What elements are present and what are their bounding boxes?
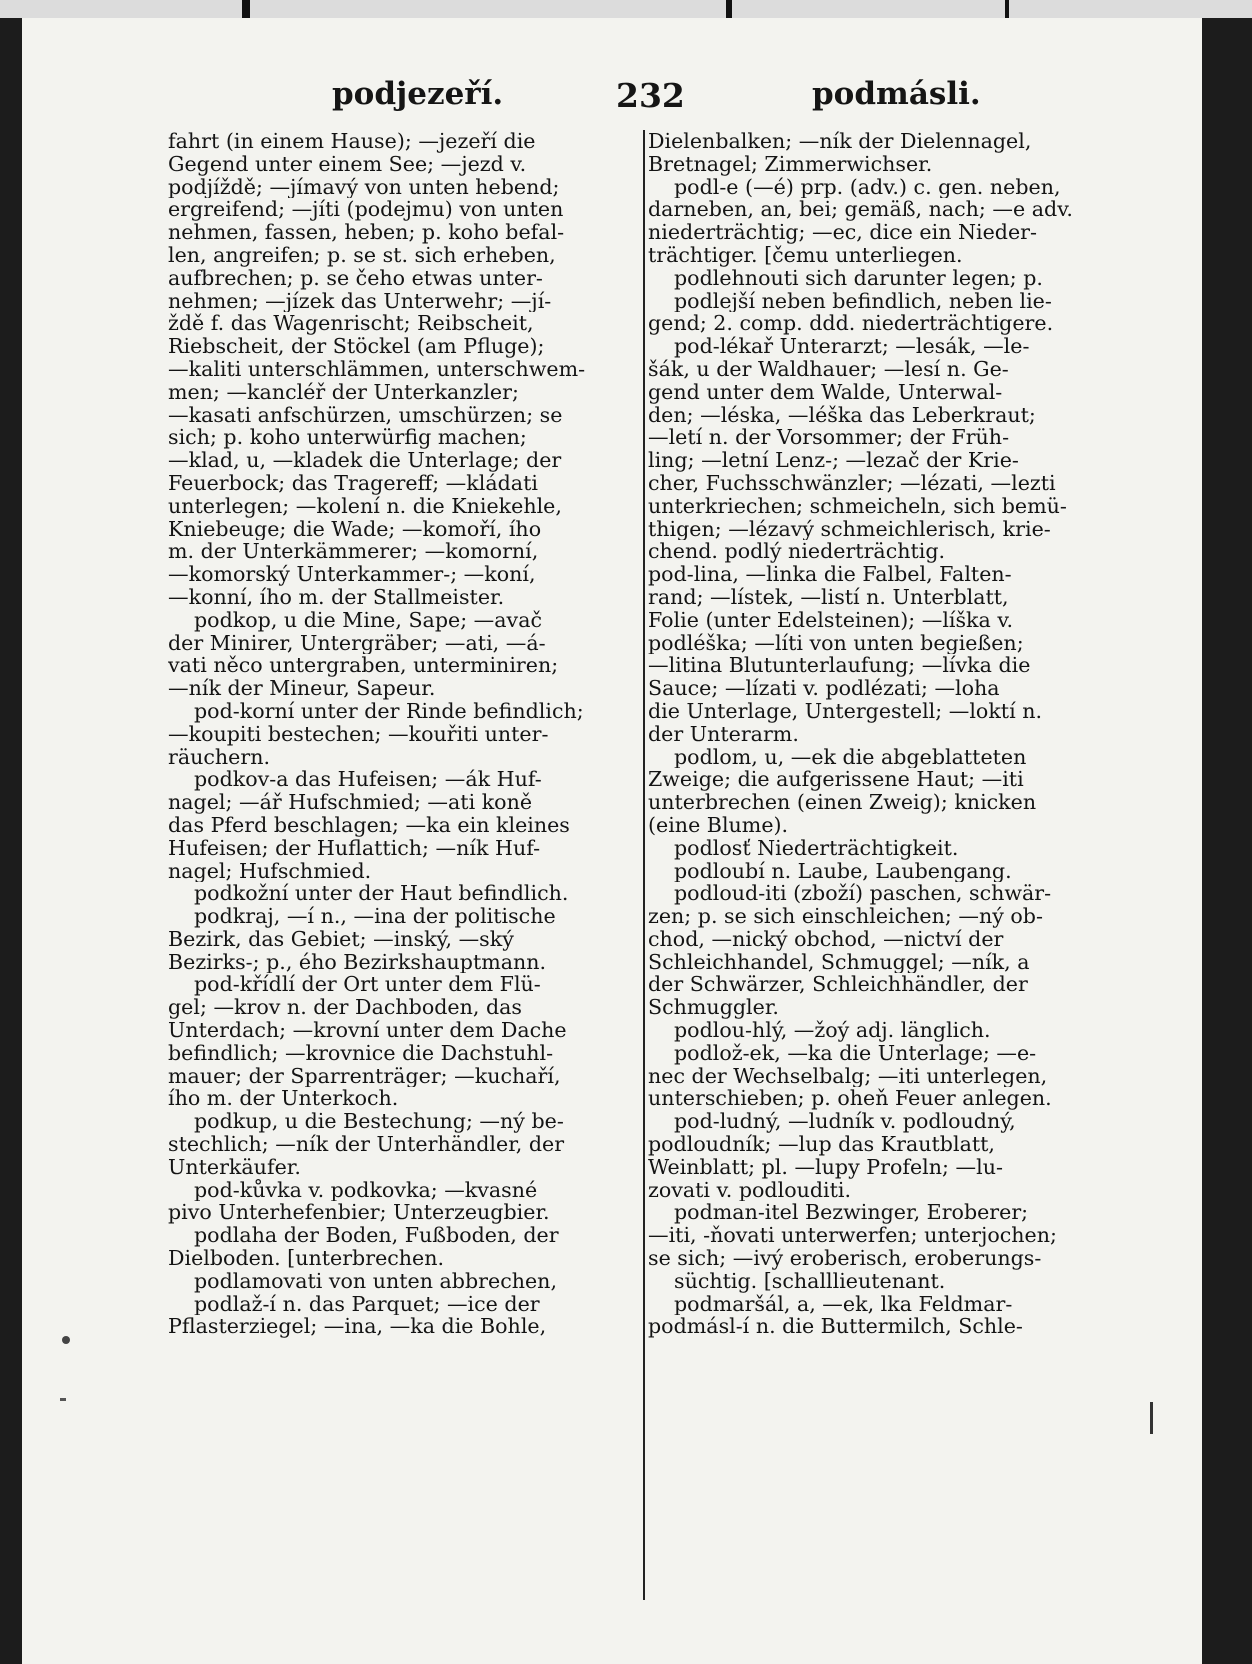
entry-line: podjíždě; —jímavý von unten hebend;	[168, 175, 560, 199]
entry-line: (eine Blume).	[648, 813, 789, 837]
entry-line: pod-křídlí der Ort unter dem Flü-	[194, 973, 541, 997]
scan-top-border	[0, 0, 1252, 18]
entry-line: Kniebeuge; die Wade; —komoří, ího	[168, 517, 542, 541]
entry-line: —komorský Unterkammer-; —koní,	[168, 563, 536, 586]
entry-line: podkov-a das Hufeisen; —ák Huf-	[194, 768, 542, 792]
entry-line: aufbrechen; p. se čeho etwas unter-	[168, 266, 543, 290]
scan-border-mark	[242, 0, 250, 18]
entry-line: Pflasterziegel; —ina, —ka die Bohle,	[168, 1315, 547, 1339]
scan-border-mark	[1005, 0, 1009, 18]
entry-line: chod, —nický obchod, —nictví der	[648, 927, 1004, 951]
entry-line: podlou-hlý, —žoý adj. länglich.	[674, 1019, 991, 1042]
entry-line: ždě f. das Wagenrischt; Reibscheit,	[168, 312, 534, 336]
entry-line: der Schwärzer, Schleichhändler, der	[648, 973, 1028, 997]
entry-line: Hufeisen; der Huflattich; —ník Huf-	[168, 836, 541, 860]
entry-line: podl-e (—é) prp. (adv.) c. gen. neben,	[674, 175, 1061, 199]
entry-line: Gegend unter einem See; —jezd v.	[168, 152, 527, 176]
entry-line: podloudník; —lup das Krautblatt,	[648, 1133, 995, 1156]
entry-line: podlaž-í n. das Parquet; —ice der	[194, 1292, 540, 1316]
entry-line: nehmen; —jízek das Unterwehr; —jí-	[168, 289, 552, 313]
entry-line: pod-kůvka v. podkovka; —kvasné	[194, 1178, 538, 1202]
entry-line: podlehnouti sich darunter legen; p.	[674, 266, 1043, 290]
entry-line: cher, Fuchsschwänzler; —lézati, —lezti	[648, 471, 1056, 495]
entry-line: podlaha der Boden, Fußboden, der	[194, 1224, 559, 1248]
entry-line: —koupiti bestechen; —kouřiti unter-	[168, 722, 549, 746]
entry-line: zovati v. podlouditi.	[648, 1178, 852, 1202]
entry-line: podmásl-í n. die Buttermilch, Schle-	[648, 1315, 1023, 1339]
entry-line: Schleichhandel, Schmuggel; —ník, a	[648, 950, 1030, 974]
entry-line: unterkriechen; schmeicheln, sich bemü-	[648, 494, 1067, 518]
entry-line: befindlich; —krovnice die Dachstuhl-	[168, 1041, 554, 1065]
entry-line: —klad, u, —kladek die Unterlage; der	[168, 449, 562, 472]
entry-line: nehmen, fassen, heben; p. koho befal-	[168, 221, 565, 244]
entry-line: süchtig. [schalllieutenant.	[674, 1269, 946, 1293]
entry-line: Bretnagel; Zimmerwichser.	[648, 152, 933, 176]
entry-line: Weinblatt; pl. —lupy Profeln; —lu-	[648, 1155, 1003, 1179]
entry-line: —litina Blutunterlaufung; —lívka die	[648, 654, 1031, 678]
entry-line: unterbrechen (einen Zweig); knicken	[648, 791, 1037, 814]
entry-line: Unterdach; —krovní unter dem Dache	[168, 1019, 567, 1042]
entry-line: sich; p. koho unterwürfig machen;	[168, 426, 527, 450]
header-left-guide-word: podjezeří.	[332, 76, 504, 112]
entry-line: die Unterlage, Untergestell; —loktí n.	[648, 699, 1043, 723]
entry-line: podloud-iti (zboží) paschen, schwär-	[674, 882, 1052, 906]
dictionary-page	[22, 18, 1202, 1664]
header-right-guide-word: podmásli.	[812, 76, 981, 112]
entry-line: m. der Unterkämmerer; —komorní,	[168, 540, 539, 564]
entry-line: Zweige; die aufgerissene Haut; —iti	[648, 768, 1024, 792]
entry-line: —kasati anfschürzen, umschürzen; se	[168, 403, 563, 427]
right-column	[648, 130, 1100, 1610]
entry-line: mauer; der Sparrenträger; —kuchaří,	[168, 1064, 561, 1088]
entry-line: nagel; —ář Hufschmied; —ati koně	[168, 791, 533, 814]
entry-line: ergreifend; —jíti (podejmu) von unten	[168, 198, 564, 222]
entry-line: den; —léska, —léška das Leberkraut;	[648, 403, 1036, 427]
entry-line: unterlegen; —kolení n. die Kniekehle,	[168, 494, 562, 518]
entry-line: podkraj, —í n., —ina der politische	[194, 905, 556, 928]
entry-line: podlom, u, —ek die abgeblatteten	[674, 745, 1027, 769]
entry-line: pod-ludný, —ludník v. podloudný,	[674, 1110, 1016, 1134]
entry-line: podlosť Niederträchtigkeit.	[674, 836, 959, 860]
entry-line: ího m. der Unterkoch.	[168, 1087, 399, 1111]
entry-line: podlamovati von unten abbrechen,	[194, 1269, 557, 1293]
entry-line: nec der Wechselbalg; —iti unterlegen,	[648, 1064, 1048, 1088]
entry-line: pivo Unterhefenbier; Unterzeugbier.	[168, 1201, 550, 1225]
entry-line: gend unter dem Walde, Unterwal-	[648, 380, 1003, 404]
entry-line: podléška; —líti von unten begießen;	[648, 631, 1024, 655]
entry-line: nagel; Hufschmied.	[168, 859, 372, 883]
entry-line: Folie (unter Edelsteinen); —líška v.	[648, 608, 1014, 632]
entry-line: pod-lékař Unterarzt; —lesák, —le-	[674, 335, 1030, 358]
entry-line: chend. podlý niederträchtig.	[648, 540, 946, 564]
entry-line: der Unterarm.	[648, 722, 799, 746]
entry-line: Dielboden. [unterbrechen.	[168, 1247, 445, 1270]
entry-line: se sich; —ivý eroberisch, eroberungs-	[648, 1247, 1042, 1270]
entry-line: vati něco untergraben, unterminiren;	[168, 654, 559, 678]
entry-line: Unterkäufer.	[168, 1155, 301, 1179]
entry-line: podman-itel Bezwinger, Eroberer;	[674, 1201, 1029, 1225]
entry-line: das Pferd beschlagen; —ka ein kleines	[168, 813, 570, 837]
entry-line: unterschieben; p. oheň Feuer anlegen.	[648, 1087, 1052, 1111]
left-column	[168, 130, 638, 1610]
entry-line: —iti, -ňovati unterwerfen; unterjochen;	[648, 1224, 1057, 1248]
entry-line: men; —kancléř der Unterkanzler;	[168, 380, 519, 404]
entry-line: rand; —lístek, —listí n. Unterblatt,	[648, 585, 1009, 609]
scan-speck	[62, 1336, 70, 1344]
entry-line: Bezirk, das Gebiet; —inský, —ský	[168, 927, 514, 951]
entry-line: podmaršál, a, —ek, lka Feldmar-	[674, 1292, 1013, 1316]
entry-line: —konní, ího m. der Stallmeister.	[168, 585, 505, 609]
entry-line: gend; 2. comp. ddd. niederträchtigere.	[648, 312, 1054, 336]
entry-line: gel; —krov n. der Dachboden, das	[168, 996, 522, 1020]
entry-line: niederträchtig; —ec, dice ein Nieder-	[648, 221, 1037, 244]
scan-edge-mark	[1150, 1402, 1153, 1434]
page-number: 232	[616, 76, 685, 115]
scan-speck	[60, 1398, 66, 1401]
entry-line: fahrt (in einem Hause); —jezeří die	[168, 130, 536, 153]
entry-line: Schmuggler.	[648, 996, 779, 1020]
entry-line: darneben, an, bei; gemäß, nach; —e adv.	[648, 198, 1073, 222]
entry-line: trächtiger. [čemu unterliegen.	[648, 243, 963, 267]
entry-line: podkožní unter der Haut befindlich.	[194, 882, 569, 906]
entry-line: stechlich; —ník der Unterhändler, der	[168, 1133, 565, 1156]
entry-line: šák, u der Waldhauer; —lesí n. Ge-	[648, 357, 1009, 381]
entry-line: —ník der Mineur, Sapeur.	[168, 677, 436, 700]
entry-line: len, angreifen; p. se st. sich erheben,	[168, 243, 556, 267]
page-header	[22, 76, 1202, 126]
entry-line: podlož-ek, —ka die Unterlage; —e-	[674, 1041, 1037, 1065]
entry-line: Riebscheit, der Stöckel (am Pfluge);	[168, 335, 545, 358]
entry-line: Dielenbalken; —ník der Dielennagel,	[648, 130, 1032, 153]
column-divider-rule	[643, 130, 645, 1600]
entry-line: zen; p. se sich einschleichen; —ný ob-	[648, 905, 1043, 928]
entry-line: —kaliti unterschlämmen, unterschwem-	[168, 357, 586, 381]
scan-border-mark	[726, 0, 732, 18]
entry-line: podkop, u die Mine, Sape; —avač	[194, 608, 543, 632]
entry-line: ling; —letní Lenz-; —lezač der Krie-	[648, 449, 1019, 472]
entry-line: pod-lina, —linka die Falbel, Falten-	[648, 563, 1012, 586]
entry-line: Sauce; —lízati v. podlézati; —loha	[648, 677, 1000, 700]
entry-line: Feuerbock; das Tragereff; —kládati	[168, 471, 538, 495]
entry-line: pod-korní unter der Rinde befindlich;	[194, 699, 584, 723]
entry-line: thigen; —lézavý schmeichlerisch, krie-	[648, 517, 1051, 541]
entry-line: podkup, u die Bestechung; —ný be-	[194, 1110, 564, 1134]
entry-line: podlejší neben befindlich, neben lie-	[674, 289, 1052, 313]
entry-line: der Minirer, Untergräber; —ati, —á-	[168, 631, 546, 655]
entry-line: podloubí n. Laube, Laubengang.	[674, 859, 1012, 883]
entry-line: —letí n. der Vorsommer; der Früh-	[648, 426, 1010, 450]
entry-line: räuchern.	[168, 745, 271, 769]
entry-line: Bezirks-; p., ého Bezirkshauptmann.	[168, 950, 547, 974]
